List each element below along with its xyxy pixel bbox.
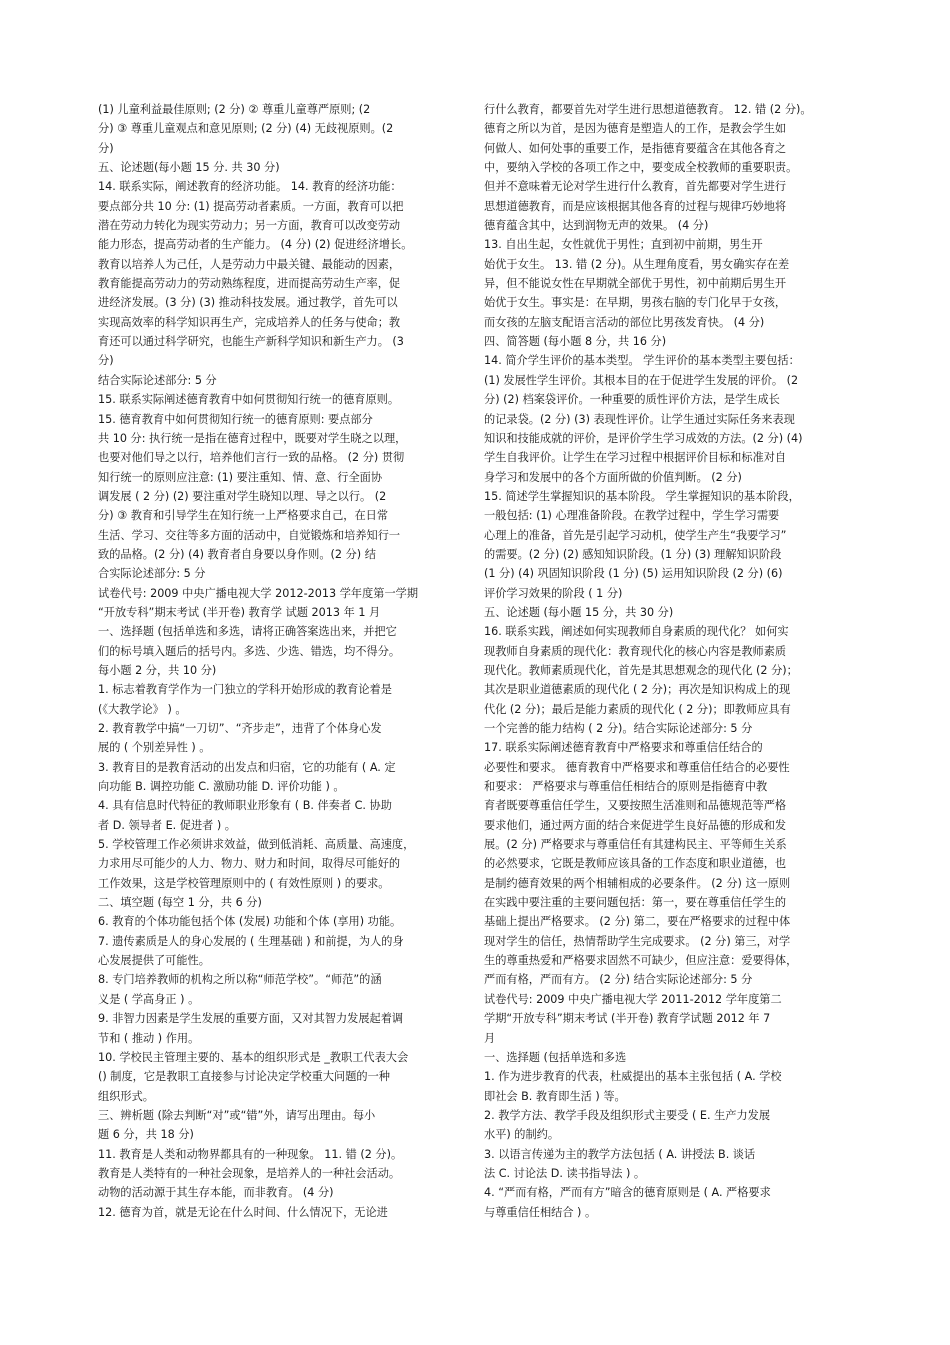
left-column-line: 4. 具有信息时代特征的教师职业形象有 ( B. 伴奏者 C. 协助 [98,799,392,813]
left-column-line: 也要对他们导之以行，培养他们言行一致的品格。 (2 分) 贯彻 [98,451,405,465]
left-column-line: 生活、学习、交往等多方面的活动中，自觉锻炼和培养知行一 [98,528,401,542]
left-column-line: 致的品格。(2 分) (4) 教育者自身要以身作则。(2 分) 结 [98,547,376,561]
left-column-line: 分) [98,141,114,155]
right-column-line: 始优于女生。 13. 错 (2 分)。从生理角度看，男女确实存在差 [484,257,790,271]
right-column-line: 何做人、如何处事的重要工作，是指德育要蕴含在其他各育之 [484,141,787,155]
right-column-line: 思想道德教育，而是应该根据其他各育的过程与规律巧妙地将 [484,199,787,213]
right-column-line: 1. 作为进步教育的代表，杜威提出的基本主张包括 ( A. 学校 [484,1070,782,1084]
right-column-line: 而女孩的左脑支配语言活动的部位比男孩发育快。 (4 分) [484,315,765,329]
right-column-line: 五、论述题 (每小题 15 分，共 30 分) [484,605,674,619]
left-column-line: 7. 遗传素质是人的身心发展的 ( 生理基础 ) 和前提，为人的身 [98,934,404,948]
left-column-line: 二、填空题 (每空 1 分，共 6 分) [98,896,262,910]
right-column-line: 异，但不能说女性在早期就全部优于男性，初中前期后男生开 [484,277,787,291]
right-column-line: 其次是职业道德素质的现代化 ( 2 分)；再次是知识构成上的现 [484,683,791,697]
right-column-line: 4. “严而有格，严而有方”暗含的德育原则是 ( A. 严格要求 [484,1186,771,1200]
right-column-line: 一个完善的能力结构 ( 2 分)。结合实际论述部分: 5 分 [484,722,753,735]
left-column-line: 三、辨析题 (除去判断“对”或“错”外，请写出理由。每小 [98,1108,376,1122]
right-column-line: 学期“开放专科”期末考试 (半开卷) 教育学试题 2012 年 7 [484,1012,771,1026]
right-column-line: 生的尊重热爱和严格要求固然不可缺少，但应注意：爱要得体， [484,954,798,968]
right-column-line: 严而有格，严而有方。 (2 分) 结合实际论述部分: 5 分 [484,973,753,987]
left-column-line: 2. 教育教学中搞“一刀切”、“齐步走”，违背了个体身心发 [98,722,382,735]
right-column-line: 但并不意味着无论对学生进行什么教育，首先都要对学生进行 [484,180,787,194]
left-column-line: 们的标号填入题后的括号内。多选、少选、错选，均不得分。 [98,644,401,658]
right-column-line: 法 C. 讨论法 D. 读书指导法 ) 。 [484,1166,646,1180]
right-column-line: 要求他们，通过两方面的结合来促进学生良好品德的形成和发 [484,818,787,832]
right-column-line: 在实践中要注重的主要问题包括：第一，要在尊重信任学生的 [484,896,787,910]
right-column-line: 和要求： 严格要求与尊重信任相结合的原则是指德育中教 [484,780,768,794]
left-column-line: 节和 ( 推动 ) 作用。 [98,1031,200,1045]
left-column-line: 义是 ( 学高身正 ) 。 [98,992,200,1006]
left-column-line: 5. 学校管理工作必须讲求效益，做到低消耗、高质量、高速度， [98,838,415,852]
left-column-line: 10. 学校民主管理主要的、基本的组织形式是 _教职工代表大会 [98,1050,409,1064]
left-column-line: 3. 教育目的是教育活动的出发点和归宿，它的功能有 ( A. 定 [98,760,396,774]
right-column-line: 育者既要尊重信任学生，又要按照生活准则和品德规范等严格 [484,799,787,813]
left-column [98,100,450,1222]
left-column-line: 五、论述题(每小题 15 分. 共 30 分) [98,161,280,175]
right-column-line: 试卷代号: 2009 中央广播电视大学 2011-2012 学年度第二 [484,992,782,1006]
left-column-line: 力求用尽可能少的人力、物力、财力和时间，取得尽可能好的 [98,857,401,871]
left-column-line: 教育是人类特有的一种社会现象，是培养人的一种社会活动。 [98,1166,401,1180]
right-column-line: 15. 简述学生掌握知识的基本阶段。 学生掌握知识的基本阶段， [484,489,800,503]
left-column-line: 分) ③ 教育和引导学生在知行统一上严格要求自己，在日常 [98,509,389,523]
left-column-line: 要点部分共 10 分: (1) 提高劳动者素质。一方面，教育可以把 [98,199,404,213]
left-column-line: 一、选择题 (包括单选和多选，请将正确答案选出来，并把它 [98,625,397,639]
right-column-line: 即社会 B. 教育即生活 ) 等。 [484,1089,626,1103]
left-column-line: (《大教学论》 ) 。 [98,702,187,716]
right-column-line: 四、简答题 (每小题 8 分，共 16 分) [484,335,667,349]
right-column-line: (1) 发展性学生评价。其根本目的在于促进学生发展的评价。 (2 [484,373,799,387]
right-column-line: 的必然要求，它既是教师应该具备的工作态度和职业道德，也 [484,857,787,871]
left-column-line: 教育能提高劳动力的劳动熟练程度，进而提高劳动生产率，促 [98,277,401,291]
left-column-line: 1. 标志着教育学作为一门独立的学科开始形成的教育论着是 [98,683,392,697]
right-column-line: 心理上的准备，首先是引起学习动机，使学生产生“我要学习” [484,528,787,542]
right-column-line: 月 [484,1031,496,1045]
right-column-line: (1 分) (4) 巩固知识阶段 (1 分) (5) 运用知识阶段 (2 分) (6) [484,567,783,581]
left-column-line: “开放专科”期末考试 (半开卷) 教育学 试题 2013 年 1 月 [98,605,381,619]
right-column-line: 14. 简介学生评价的基本类型。 学生评价的基本类型主要包括： [484,354,800,368]
right-column-line: 必要性和要求。 德育教育中严格要求和尊重信任结合的必要性 [484,760,790,774]
left-column-line: 共 10 分: 执行统一是指在德育过程中，既要对学生晓之以理， [98,431,407,445]
right-column-line: 的记录袋。(2 分) (3) 表现性评价。让学生通过实际任务来表现 [484,412,795,426]
right-column-line: 的需要。(2 分) (2) 感知知识阶段。(1 分) (3) 理解知识阶段 [484,547,782,561]
right-column-line: 水平) 的制约。 [484,1128,560,1142]
right-column-line: 中，要纳入学校的各项工作之中，要变成全校教师的重要职责。 [484,161,798,175]
left-column-line: (1) 儿童利益最佳原则; (2 分) ② 尊重儿童尊严原则; (2 [98,103,371,116]
right-column-line: 分) (2) 档案袋评价。一种重要的质性评价方法，是学生成长 [484,393,780,407]
right-column-line: 一、选择题 (包括单选和多选 [484,1050,627,1064]
left-column-line: 实现高效率的科学知识再生产，完成培养人的任务与使命；教 [98,315,401,329]
left-column-line: 6. 教育的个体功能包括个体 (发展) 功能和个体 (享用) 功能。 [98,915,402,929]
left-column-line: 结合实际论述部分: 5 分 [98,373,217,387]
right-column-line: 17. 联系实际阐述德育教育中严格要求和尊重信任结合的 [484,741,763,755]
left-column-line: 9. 非智力因素是学生发展的重要方面，又对其智力发展起着调 [98,1012,404,1026]
right-column-line: 是制约德育效果的两个相辅相成的必要条件。 (2 分) 这一原则 [484,876,791,890]
right-column-line: 展。(2 分) 严格要求与尊重信任有其建构民主、平等师生关系 [484,838,787,852]
left-column-line: 试卷代号: 2009 中央广播电视大学 2012-2013 学年度第一学期 [98,586,419,600]
left-column-line: 展的 ( 个别差异性 ) 。 [98,741,211,755]
right-column-line: 一般包括: (1) 心理准备阶段。在教学过程中，学生学习需要 [484,509,780,523]
right-column-line: 16. 联系实践，阐述如何实现教师自身素质的现代化？ 如何实 [484,625,789,639]
left-column-line: 教育以培养人为己任，人是劳动力中最关键、最能动的因素， [98,257,401,271]
left-column-line: 心发展提供了可能性。 [98,954,210,968]
right-column-line: 行什么教育，都要首先对学生进行思想道德教育。 12. 错 (2 分)。 [484,103,812,116]
left-column-line: 分) [98,354,114,368]
right-column-line: 知识和技能成就的评价，是评价学生学习成效的方法。(2 分) (4) [484,431,803,445]
left-column-line: 8. 专门培养教师的机构之所以称“师范学校”。“师范”的涵 [98,973,382,987]
left-column-line: 合实际论述部分: 5 分 [98,567,206,581]
right-column-line: 代化 (2 分)；最后是能力素质的现代化 ( 2 分)；即教师应具有 [484,702,791,716]
right-column-line: 评价学习效果的阶段 ( 1 分) [484,586,623,600]
left-column-line: 进经济发展。(3 分) (3) 推动科技发展。通过教学，首先可以 [98,296,398,310]
left-column-line: () 制度，它是教职工直接参与讨论决定学校重大问题的一种 [98,1070,390,1084]
right-column-line: 基础上提出严格要求。 (2 分) 第二，要在严格要求的过程中体 [484,915,791,929]
left-column-line: 14. 联系实际，阐述教育的经济功能。 14. 教育的经济功能： [98,180,402,194]
right-column-line: 德育蕴含其中，达到润物无声的效果。 (4 分) [484,219,709,233]
right-column-line: 始优于女生。事实是：在早期，男孩右脑的专门化早于女孩， [484,296,787,310]
right-column-line: 现代化。教师素质现代化，首先是其思想观念的现代化 (2 分)； [484,663,798,677]
left-column-line: 向功能 B. 调控功能 C. 激励功能 D. 评价功能 ) 。 [98,780,345,794]
right-column-line: 13. 自出生起，女性就优于男性；直到初中前期，男生开 [484,238,763,252]
left-column-line: 知行统一的原则应注意: (1) 要注重知、情、意、行全面协 [98,470,383,484]
left-column-line: 15. 德育教育中如何贯彻知行统一的德育原则: 要点部分 [98,412,373,426]
right-column-line: 现对学生的信任，热情帮助学生完成要求。 (2 分) 第三，对学 [484,934,791,948]
left-column-line: 题 6 分，共 18 分) [98,1128,194,1142]
left-column-line: 能力形态，提高劳动者的生产能力。 (4 分) (2) 促进经济增长。 [98,238,413,252]
left-column-line: 组织形式。 [98,1089,154,1103]
right-column-line: 德育之所以为首，是因为德育是塑造人的工作，是教会学生如 [484,122,787,136]
left-column-line: 11. 教育是人类和动物界都具有的一种现象。 11. 错 (2 分)。 [98,1147,403,1161]
left-column-line: 动物的活动源于其生存本能，而非教育。 (4 分) [98,1186,334,1200]
right-column-line: 2. 教学方法、教学手段及组织形式主要受 ( E. 生产力发展 [484,1108,771,1122]
left-column-line: 者 D. 领导者 E. 促进者 ) 。 [98,818,236,832]
left-column-line: 每小题 2 分，共 10 分) [98,663,217,677]
right-column-line: 身学习和发展中的各个方面所做的价值判断。 (2 分) [484,470,742,484]
left-column-line: 潜在劳动力转化为现实劳动力；另一方面，教育可以改变劳动 [98,219,401,233]
left-column-line: 12. 德育为首，就是无论在什么时间、什么情况下，无论进 [98,1205,388,1219]
right-column-line: 与尊重信任相结合 ) 。 [484,1205,597,1219]
left-column-line: 调发展 ( 2 分) (2) 要注重对学生晓知以理、导之以行。 (2 [98,489,387,503]
right-column-line: 3. 以语言传递为主的教学方法包括 ( A. 讲授法 B. 谈话 [484,1147,756,1161]
right-column [484,100,836,1222]
right-column-line: 现教师自身素质的现代化：教育现代化的核心内容是教师素质 [484,644,787,658]
right-column-line: 学生自我评价。让学生在学习过程中根据评价目标和标准对自 [484,451,787,465]
left-column-line: 工作效果，这是学校管理原则中的 ( 有效性原则 ) 的要求。 [98,876,390,890]
left-column-line: 分) ③ 尊重儿童观点和意见原则; (2 分) (4) 无歧视原则。(2 [98,122,394,136]
left-column-line: 育还可以通过科学研究，也能生产新科学知识和新生产力。 (3 [98,335,404,349]
left-column-line: 15. 联系实际阐述德育教育中如何贯彻知行统一的德育原则。 [98,393,400,407]
